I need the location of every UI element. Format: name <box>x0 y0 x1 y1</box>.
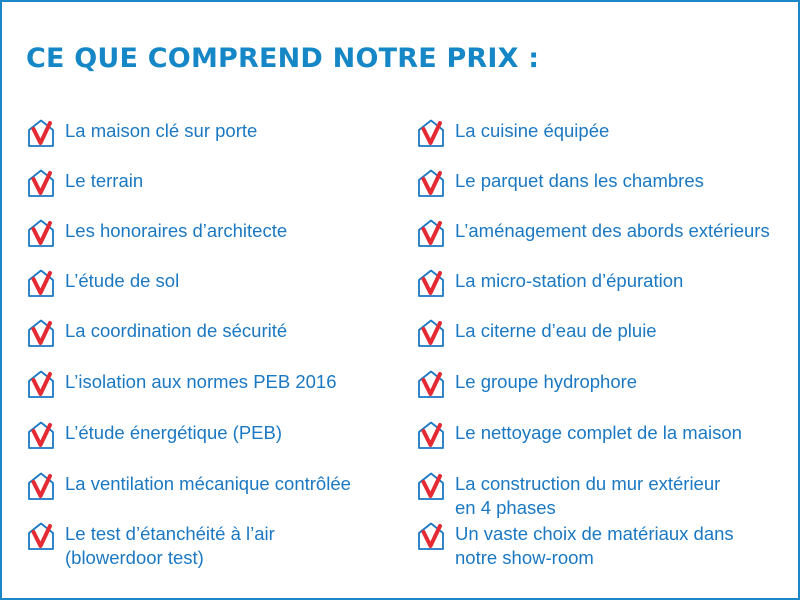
included-item-right-7 <box>416 420 742 450</box>
included-item-left-2 <box>26 168 143 198</box>
check-house-icon <box>26 218 56 248</box>
check-house-icon <box>416 369 446 399</box>
included-item-left-8 <box>26 471 351 501</box>
included-item-right-3 <box>416 218 770 248</box>
check-house-icon <box>26 369 56 399</box>
included-item-left-4 <box>26 268 179 298</box>
check-house-icon <box>26 420 56 450</box>
check-house-icon <box>416 168 446 198</box>
check-house-icon <box>26 118 56 148</box>
check-house-icon <box>416 218 446 248</box>
included-item-left-3 <box>26 218 287 248</box>
included-item-label: L’aménagement des abords extérieurs <box>455 220 770 241</box>
included-item-left-6 <box>26 369 337 399</box>
check-house-icon <box>416 420 446 450</box>
included-item-label: Le parquet dans les chambres <box>455 170 704 191</box>
included-item-label: L’étude de sol <box>65 270 180 291</box>
check-house-icon <box>26 318 56 348</box>
included-item-right-6 <box>416 369 637 399</box>
included-item-label: Le groupe hydrophore <box>455 371 638 392</box>
included-item-label: Un vaste choix de matériaux dans notre show-room <box>455 523 734 568</box>
included-item-left-7 <box>26 420 282 450</box>
included-item-label: Les honoraires d’architecte <box>65 220 288 241</box>
included-item-right-4 <box>416 268 683 298</box>
included-item-label: Le nettoyage complet de la maison <box>455 422 742 443</box>
included-item-label: La cuisine équipée <box>455 120 610 141</box>
included-item-label: Le terrain <box>65 170 144 191</box>
included-item-label: La citerne d’eau de pluie <box>455 320 657 341</box>
included-item-left-1 <box>26 118 257 148</box>
included-item-label: L’isolation aux normes PEB 2016 <box>65 371 337 392</box>
included-item-label: La construction du mur extérieur en 4 phases <box>455 473 721 518</box>
check-house-icon <box>26 471 56 501</box>
included-item-right-8 <box>416 471 720 520</box>
page-title: CE QUE COMPREND NOTRE PRIX : <box>26 43 540 74</box>
check-house-icon <box>416 521 446 551</box>
included-item-left-9 <box>26 521 275 570</box>
included-item-right-1 <box>416 118 609 148</box>
included-item-left-5 <box>26 318 287 348</box>
check-house-icon <box>26 168 56 198</box>
check-house-icon <box>416 118 446 148</box>
check-house-icon <box>416 268 446 298</box>
included-item-label: La coordination de sécurité <box>65 320 288 341</box>
check-house-icon <box>416 471 446 501</box>
included-item-label: La micro-station d’épuration <box>455 270 684 291</box>
check-house-icon <box>26 268 56 298</box>
included-item-right-5 <box>416 318 657 348</box>
included-item-label: La maison clé sur porte <box>65 120 258 141</box>
included-item-label: La ventilation mécanique contrôlée <box>65 473 351 494</box>
check-house-icon <box>26 521 56 551</box>
included-item-label: Le test d’étanchéité à l’air (blowerdoor test) <box>65 523 275 568</box>
included-item-right-2 <box>416 168 704 198</box>
included-item-right-9 <box>416 521 734 570</box>
included-item-label: L’étude énergétique (PEB) <box>65 422 283 443</box>
check-house-icon <box>416 318 446 348</box>
